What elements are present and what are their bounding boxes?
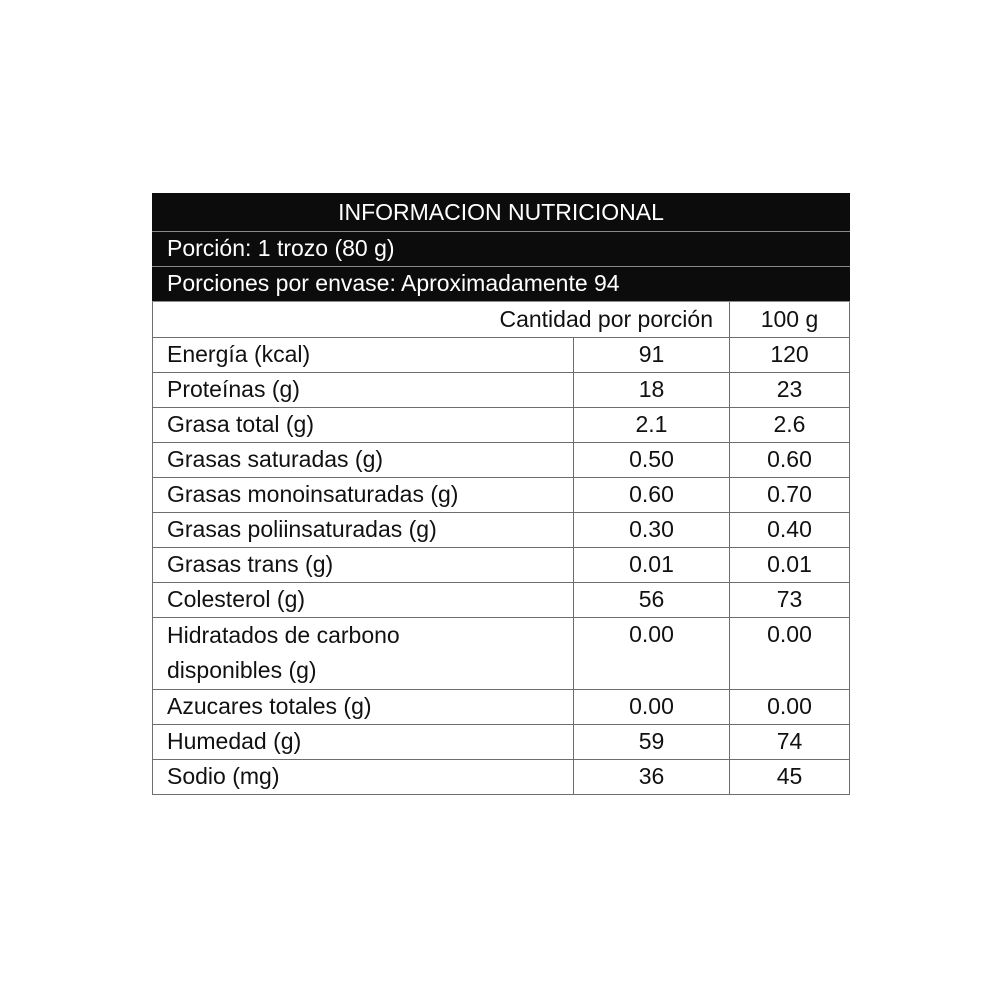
- nutrient-name: Grasas trans (g): [153, 548, 574, 583]
- serving-row: [153, 232, 850, 267]
- servings-per-package-row: [153, 267, 850, 302]
- table-row: [153, 373, 850, 408]
- value-per-portion: 0.00: [574, 690, 730, 725]
- value-per-100g: 0.00: [730, 618, 850, 690]
- value-per-100g: 0.00: [730, 690, 850, 725]
- nutrient-name: Proteínas (g): [153, 373, 574, 408]
- value-per-portion: 0.60: [574, 478, 730, 513]
- title-row: [153, 194, 850, 232]
- serving-size: Porción: 1 trozo (80 g): [153, 232, 850, 267]
- value-per-100g: 2.6: [730, 408, 850, 443]
- nutrient-name: [153, 618, 574, 690]
- value-per-portion: 56: [574, 583, 730, 618]
- nutrient-name: Colesterol (g): [153, 583, 574, 618]
- value-per-100g: 0.70: [730, 478, 850, 513]
- servings-per-package: Porciones por envase: Aproximadamente 94: [153, 267, 850, 302]
- value-per-portion: 59: [574, 725, 730, 760]
- table-row: [153, 548, 850, 583]
- value-per-100g: 0.60: [730, 443, 850, 478]
- value-per-100g: 0.01: [730, 548, 850, 583]
- table-row: [153, 725, 850, 760]
- table-row: [153, 583, 850, 618]
- nutrient-name: Grasas saturadas (g): [153, 443, 574, 478]
- nutrient-name: Sodio (mg): [153, 760, 574, 795]
- value-per-100g: 23: [730, 373, 850, 408]
- nutrient-name-line-2: disponibles (g): [167, 657, 317, 683]
- value-per-portion: 91: [574, 338, 730, 373]
- table-row: [153, 443, 850, 478]
- table-title: INFORMACION NUTRICIONAL: [153, 194, 850, 232]
- table-row: [153, 478, 850, 513]
- value-per-100g: 74: [730, 725, 850, 760]
- nutrient-name: Grasas poliinsaturadas (g): [153, 513, 574, 548]
- column-header-row: [153, 302, 850, 338]
- value-per-100g: 120: [730, 338, 850, 373]
- nutrition-facts-table: [152, 193, 850, 795]
- column-header-per-portion: Cantidad por porción: [153, 302, 730, 338]
- table-row: [153, 690, 850, 725]
- nutrient-name-line-1: Hidratados de carbono: [167, 622, 400, 648]
- table-row: [153, 338, 850, 373]
- value-per-100g: 45: [730, 760, 850, 795]
- value-per-portion: 2.1: [574, 408, 730, 443]
- nutrient-name: Grasa total (g): [153, 408, 574, 443]
- value-per-portion: 0.01: [574, 548, 730, 583]
- table-row: [153, 618, 850, 690]
- value-per-100g: 0.40: [730, 513, 850, 548]
- nutrient-name: Energía (kcal): [153, 338, 574, 373]
- value-per-portion: 36: [574, 760, 730, 795]
- value-per-portion: 0.30: [574, 513, 730, 548]
- table-row: [153, 760, 850, 795]
- value-per-portion: 0.50: [574, 443, 730, 478]
- value-per-portion: 18: [574, 373, 730, 408]
- value-per-portion: 0.00: [574, 618, 730, 690]
- nutrient-name: Azucares totales (g): [153, 690, 574, 725]
- table-row: [153, 408, 850, 443]
- value-per-100g: 73: [730, 583, 850, 618]
- nutrient-name: Grasas monoinsaturadas (g): [153, 478, 574, 513]
- column-header-per-100g: 100 g: [730, 302, 850, 338]
- nutrient-name: Humedad (g): [153, 725, 574, 760]
- table-row: [153, 513, 850, 548]
